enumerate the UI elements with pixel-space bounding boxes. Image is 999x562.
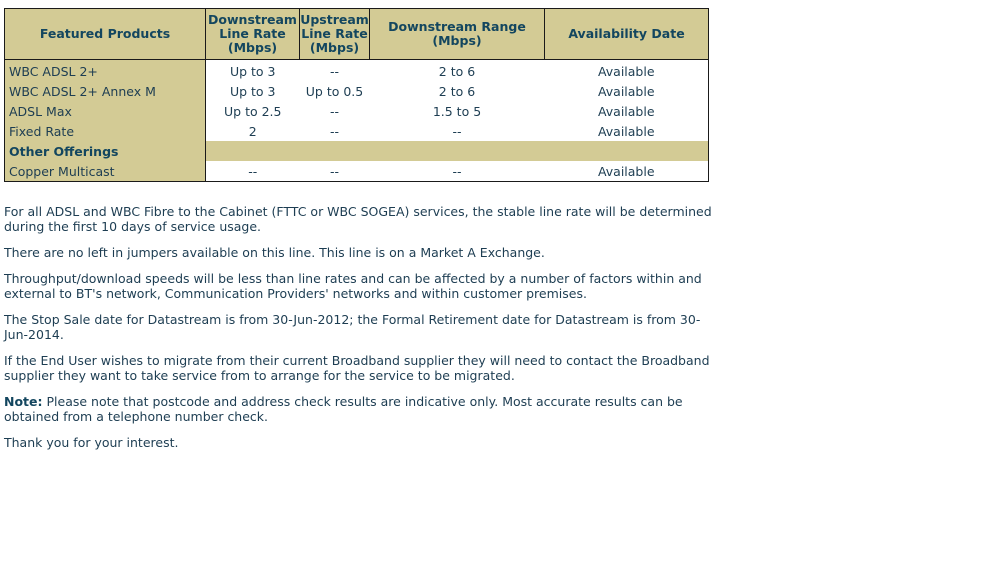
other-offerings-heading: Other Offerings xyxy=(5,141,206,161)
header-availability-date: Availability Date xyxy=(545,9,709,60)
upstream-line-rate: -- xyxy=(329,163,340,179)
downstream-line-rate: Up to 3 xyxy=(229,63,276,79)
downstream-range: 1.5 to 5 xyxy=(432,103,482,119)
throughput-note: Throughput/download speeds will be less than line rates and can be affected by a number of factors within and external to BT's network, Communication Providers' networks and within customer premises. xyxy=(4,271,702,301)
disclaimer-note xyxy=(4,394,714,424)
note-label: Note: xyxy=(4,394,43,409)
product-name: WBC ADSL 2+ Annex M xyxy=(5,81,206,101)
downstream-line-rate: Up to 2.5 xyxy=(224,103,282,119)
header-downstream-range: Downstream Range (Mbps) xyxy=(370,9,545,60)
upstream-line-rate: -- xyxy=(329,123,340,139)
upstream-line-rate: -- xyxy=(329,63,340,79)
table-header-row xyxy=(5,9,709,60)
downstream-range: 2 to 6 xyxy=(438,63,476,79)
downstream-line-rate: Up to 3 xyxy=(229,83,276,99)
table-row xyxy=(5,81,709,101)
jumpers-note: There are no left in jumpers available on this line. This line is on a Market A Exchange. xyxy=(4,245,545,260)
upstream-line-rate: -- xyxy=(329,103,340,119)
product-availability-table xyxy=(4,8,709,182)
downstream-range: 2 to 6 xyxy=(438,83,476,99)
migration-note: If the End User wishes to migrate from their current Broadband supplier they will need to contact the Broadband supplier they want to take service from to arrange for the service to be migrated. xyxy=(4,353,710,383)
header-downstream-line-rate: Downstream Line Rate (Mbps) xyxy=(206,9,300,60)
product-name: Copper Multicast xyxy=(5,161,206,182)
product-name: Fixed Rate xyxy=(5,121,206,141)
downstream-range: -- xyxy=(452,163,462,179)
table-row xyxy=(5,121,709,141)
product-name: ADSL Max xyxy=(5,101,206,121)
stop-sale-note: The Stop Sale date for Datastream is from 30-Jun-2012; the Formal Retirement date for Datastream is from 30-Jun-2014. xyxy=(4,312,701,342)
availability-date: Available xyxy=(597,83,655,99)
note-text: Please note that postcode and address check results are indicative only. Most accurate results can be obtained from a telephone number check. xyxy=(4,394,683,424)
availability-date: Available xyxy=(597,163,655,179)
header-featured-products: Featured Products xyxy=(5,9,206,60)
table-row xyxy=(5,60,709,82)
availability-date: Available xyxy=(597,63,655,79)
stable-rate-note: For all ADSL and WBC Fibre to the Cabinet (FTTC or WBC SOGEA) services, the stable line rate will be determined during the first 10 days of service usage. xyxy=(4,204,712,234)
table-row xyxy=(5,101,709,121)
information-notes xyxy=(4,204,714,461)
table-row xyxy=(5,161,709,182)
downstream-line-rate: 2 xyxy=(248,123,257,139)
other-offerings-section-row xyxy=(5,141,709,161)
downstream-line-rate: -- xyxy=(248,163,258,179)
product-name: WBC ADSL 2+ xyxy=(5,60,206,82)
availability-date: Available xyxy=(597,123,655,139)
downstream-range: -- xyxy=(452,123,462,139)
header-upstream-line-rate: Upstream Line Rate (Mbps) xyxy=(300,9,370,60)
availability-date: Available xyxy=(597,103,655,119)
section-row-fill xyxy=(206,141,709,161)
thank-you-message: Thank you for your interest. xyxy=(4,435,179,450)
upstream-line-rate: Up to 0.5 xyxy=(305,83,364,99)
